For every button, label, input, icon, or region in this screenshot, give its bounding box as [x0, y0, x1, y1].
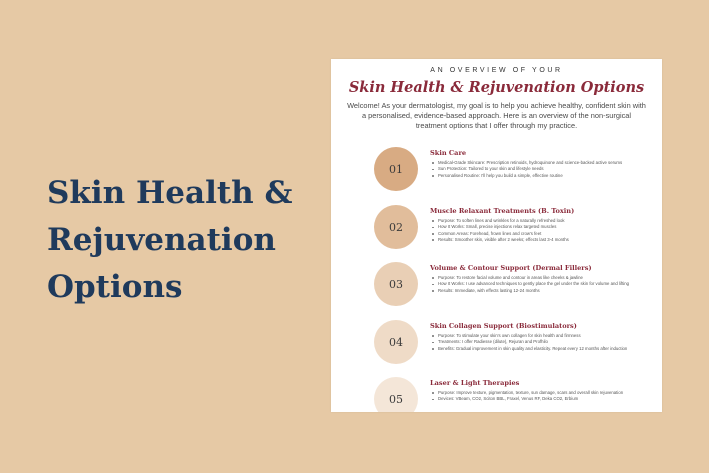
section-number-badge: 02 [374, 205, 418, 249]
treatment-section [331, 262, 662, 322]
section-heading: Skin Collagen Support (Biostimulators) [430, 322, 577, 330]
bullet-item: Results: Immediate, with effects lasting 12-24 months [438, 288, 650, 294]
treatment-section [331, 320, 662, 380]
section-heading: Muscle Relaxant Treatments (B. Toxin) [430, 207, 575, 215]
bullet-item: How It Works: I use advanced techniques to gently place the gel under the skin for volume and lifting [438, 281, 650, 287]
section-number-badge: 05 [374, 377, 418, 412]
bullet-item: Medical-Grade Skincare: Prescription retinoids, hydroquinone and science-backed active serums [438, 160, 650, 166]
section-number-badge: 01 [374, 147, 418, 191]
treatment-section [331, 205, 662, 265]
document-title: Skin Health & Rejuvenation Options [348, 79, 645, 96]
section-body [430, 149, 650, 179]
section-bullets [430, 160, 650, 179]
treatment-section [331, 147, 662, 207]
bullet-item: Purpose: To soften lines and wrinkles for a naturally refreshed look [438, 218, 650, 224]
bullet-item: Personalised Routine: I'll help you build a simple, effective routine [438, 173, 650, 179]
bullet-item: Treatments: I offer Radiesse (dilute), Rejuran and Profhilo [438, 339, 650, 345]
section-bullets [430, 218, 650, 243]
section-body [430, 379, 650, 403]
hero-title: Skin Health & Rejuvenation Options [47, 175, 293, 305]
bullet-item: Purpose: Improve texture, pigmentation, texture, sun damage, scars and overall skin rejuvenation [438, 390, 650, 396]
bullet-item: Common Areas: Forehead, frown lines and crow's feet [438, 231, 650, 237]
bullet-item: Devices: VBeam, CO2, Sciton BBL, Fraxel, Venus RF, Deka CO2, Erbium [438, 396, 650, 402]
section-heading: Laser & Light Therapies [430, 379, 520, 387]
bullet-item: Purpose: To restore facial volume and contour in areas like cheeks & jawline [438, 275, 650, 281]
document-eyebrow: AN OVERVIEW OF YOUR [430, 67, 563, 74]
bullet-item: Benefits: Gradual improvement in skin quality and elasticity. Repeat every 12 months after induction [438, 346, 650, 352]
document-preview [331, 59, 662, 412]
bullet-item: Purpose: To stimulate your skin's own collagen for skin health and firmness [438, 333, 650, 339]
section-bullets [430, 333, 650, 352]
section-body [430, 264, 650, 294]
section-heading: Skin Care [430, 149, 467, 157]
bullet-item: Results: Smoother skin, visible after 2 weeks; effects last 3-4 months [438, 237, 650, 243]
section-heading: Volume & Contour Support (Dermal Fillers) [430, 264, 592, 272]
document-intro: Welcome! As your dermatologist, my goal is to help you achieve healthy, confident skin with a personalised, evidence-based approach. Here is an overview of the non-surgical treatment options that I offer through my practice. [347, 101, 646, 130]
section-bullets [430, 390, 650, 403]
section-body [430, 322, 650, 352]
section-bullets [430, 275, 650, 294]
section-number-badge: 04 [374, 320, 418, 364]
bullet-item: How It Works: Small, precise injections relax targeted muscles [438, 224, 650, 230]
bullet-item: Sun Protection: Tailored to your skin and lifestyle needs [438, 166, 650, 172]
treatment-section [331, 377, 662, 412]
section-number-badge: 03 [374, 262, 418, 306]
section-body [430, 207, 650, 243]
